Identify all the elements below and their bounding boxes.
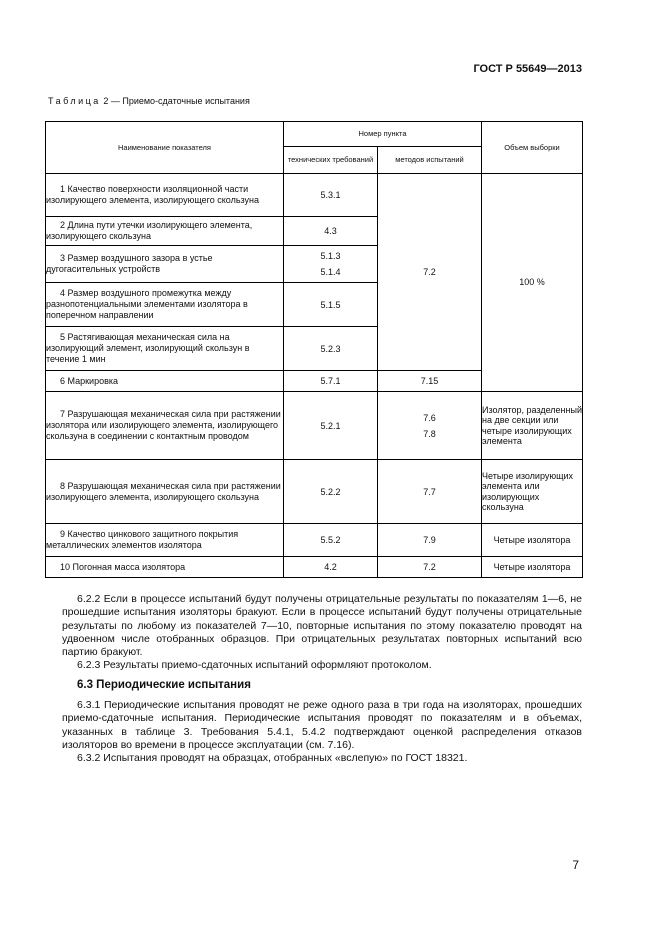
row-1-tech-req: 5.3.1 [284,174,378,217]
row-7-test-method [378,392,482,460]
acceptance-tests-table [45,121,583,578]
header-name: Наименование показателя [46,122,284,174]
row-6-name: 6 Маркировка [46,371,284,392]
header-test-methods: методов испытаний [378,147,482,174]
row-9-sample-volume: Четыре изолятора [482,524,583,557]
row-3-tech-req-2: 5.1.4 [320,267,341,277]
page-number: 7 [572,858,579,872]
table-row [46,460,583,524]
table-row [46,392,583,460]
header-tech-req: технических требований [284,147,378,174]
row-8-test-method: 7.7 [378,460,482,524]
row-7-name: 7 Разрушающая механическая сила при растяжении изолятора или изолирующего элемента, изолирующего скользуна в соединении с контактным проводом [46,392,284,460]
row-9-test-method: 7.9 [378,524,482,557]
rows-1-5-test-method: 7.2 [378,174,482,371]
row-10-test-method: 7.2 [378,557,482,578]
table-row [46,174,583,217]
row-6-tech-req: 5.7.1 [284,371,378,392]
row-1-name: 1 Качество поверхности изоляционной части изолирующего элемента, изолирующего скользуна [46,174,284,217]
row-7-tech-req: 5.2.1 [284,392,378,460]
paragraph-6-3-1: 6.3.1 Периодические испытания проводят не реже одного раза в три года на изоляторах, прошедших приемо-сдаточные испытания. Периодические испытания проводят по показателям и в объемах, указанных в таблице 3. Требования 5.4.1, 5.4.2 подтверждают оценкой распределения отказов изоляторов во времени в процессе эксплуатации (см. 7.16). [62,699,582,751]
row-7-test-method-1: 7.6 [423,412,436,423]
row-7-sample-volume: Изолятор, разделенный на две секции или четыре изолирующих элемента [482,392,583,460]
paragraph-6-2-2: 6.2.2 Если в процессе испытаний будут получены отрицательные результаты по показателям 1—6, не прошедшие испытания изоляторы бракуют. Если в процессе испытаний будут получены отрицательные результаты по любому из показателей 7—10, повторные испытания по этому показателю проводят на удвоенном числе отобранных образцов. При отрицательных результатах повторных испытаний всю партию бракуют. [62,593,582,659]
header-sample-volume: Объем выборки [482,122,583,174]
table-row [46,524,583,557]
row-10-name: 10 Погонная масса изолятора [46,557,284,578]
paragraph-6-3-2: 6.3.2 Испытания проводят на образцах, отобранных «вслепую» по ГОСТ 18321. [77,752,468,764]
row-7-test-method-2: 7.8 [423,428,436,439]
row-9-name: 9 Качество цинкового защитного покрытия металлических элементов изолятора [46,524,284,557]
table-row [46,557,583,578]
rows-1-6-sample-volume: 100 % [482,174,583,392]
row-5-name: 5 Растягивающая механическая сила на изолирующий элемент, изолирующий скользун в течение 1 мин [46,327,284,371]
row-8-sample-volume: Четыре изолирующих элемента или изолирующих скользуна [482,460,583,524]
table-caption-prefix: Таблица [48,96,101,106]
table-caption-title: — Приемо-сдаточные испытания [110,96,250,106]
row-3-name: 3 Размер воздушного зазора в устье дугогасительных устройств [46,246,284,283]
table-caption [48,96,250,106]
row-2-name: 2 Длина пути утечки изолирующего элемента, изолирующего скользуна [46,217,284,246]
section-heading: 6.3 Периодические испытания [77,679,251,691]
row-10-sample-volume: Четыре изолятора [482,557,583,578]
row-6-test-method: 7.15 [378,371,482,392]
table-caption-number: 2 [103,96,109,106]
standard-code: ГОСТ Р 55649—2013 [473,63,582,75]
paragraph-6-2-3: 6.2.3 Результаты приемо-сдаточных испытаний оформляют протоколом. [77,659,432,671]
row-3-tech-req [284,246,378,283]
row-4-name: 4 Размер воздушного промежутка между разнопотенциальными элементами изолятора в поперечном направлении [46,283,284,327]
row-3-tech-req-1: 5.1.3 [320,251,341,261]
row-8-tech-req: 5.2.2 [284,460,378,524]
row-10-tech-req: 4.2 [284,557,378,578]
row-5-tech-req: 5.2.3 [284,327,378,371]
row-4-tech-req: 5.1.5 [284,283,378,327]
row-2-tech-req: 4.3 [284,217,378,246]
row-8-name: 8 Разрушающая механическая сила при растяжении изолирующего элемента, изолирующего скользуна [46,460,284,524]
row-9-tech-req: 5.5.2 [284,524,378,557]
header-clause-group: Номер пункта [284,122,482,147]
